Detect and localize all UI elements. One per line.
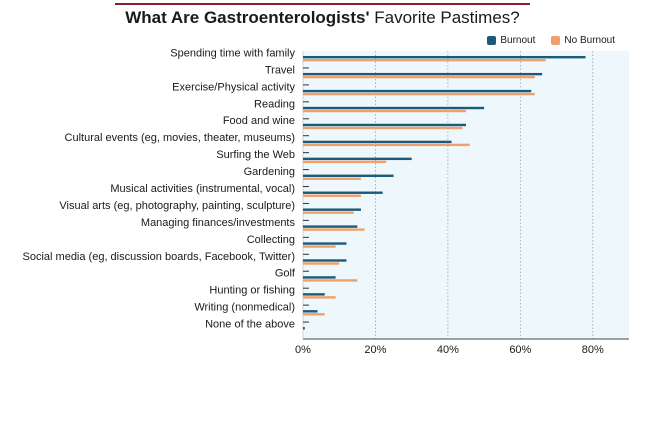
category-label: None of the above xyxy=(205,318,295,331)
bar xyxy=(303,293,325,295)
bar xyxy=(303,259,346,261)
category-label: Cultural events (eg, movies, theater, museums) xyxy=(64,132,295,145)
category-label: Managing finances/investments xyxy=(140,216,295,229)
bar xyxy=(303,225,357,227)
legend-label-no-burnout: No Burnout xyxy=(564,35,615,46)
bar xyxy=(303,242,346,244)
category-label: Food and wine xyxy=(222,115,295,128)
bar xyxy=(303,195,361,197)
x-tick-label: 80% xyxy=(581,344,604,356)
category-label: Social media (eg, discussion boards, Facebook, Twitter) xyxy=(22,250,295,263)
legend-label-burnout: Burnout xyxy=(500,35,536,46)
bar xyxy=(303,276,336,278)
bar xyxy=(303,175,394,177)
category-label: Collecting xyxy=(246,233,295,246)
x-tick-label: 60% xyxy=(509,344,532,356)
bar xyxy=(303,310,317,312)
bar xyxy=(303,192,383,194)
bar xyxy=(303,90,531,92)
bar xyxy=(303,161,386,163)
bar xyxy=(303,327,305,329)
category-label: Gardening xyxy=(243,166,295,179)
category-label: Golf xyxy=(274,267,295,280)
bar xyxy=(303,76,535,78)
bar xyxy=(303,56,586,58)
bar xyxy=(303,59,546,61)
bar xyxy=(303,127,462,129)
category-label: Reading xyxy=(254,98,295,111)
category-label: Surfing the Web xyxy=(216,149,295,162)
bar xyxy=(303,208,361,210)
chart-title-rest: Favorite Pastimes? xyxy=(369,8,520,27)
bar xyxy=(303,296,336,298)
bar xyxy=(303,141,452,143)
category-label: Exercise/Physical activity xyxy=(172,81,295,94)
bar xyxy=(303,124,466,126)
bar xyxy=(303,279,357,281)
category-label: Writing (nonmedical) xyxy=(194,301,295,314)
bar xyxy=(303,93,535,95)
category-label: Hunting or fishing xyxy=(209,284,295,297)
chart-title-bold: What Are Gastroenterologists' xyxy=(125,8,370,27)
bar xyxy=(303,228,365,230)
category-label: Musical activities (instrumental, vocal) xyxy=(110,183,295,195)
bar xyxy=(303,245,336,247)
bar xyxy=(303,158,412,160)
x-tick-label: 0% xyxy=(295,344,311,356)
bar xyxy=(303,110,466,112)
category-label: Spending time with family xyxy=(170,47,295,60)
bar xyxy=(303,262,339,264)
bar xyxy=(303,107,484,109)
bar xyxy=(303,178,361,180)
bar xyxy=(303,313,325,315)
bar xyxy=(303,73,542,75)
x-tick-label: 40% xyxy=(436,344,459,356)
bar xyxy=(303,144,470,146)
bar xyxy=(303,211,354,213)
x-tick-label: 20% xyxy=(364,344,387,356)
category-label: Visual arts (eg, photography, painting, sculpture) xyxy=(59,199,295,212)
category-label: Travel xyxy=(264,64,295,77)
